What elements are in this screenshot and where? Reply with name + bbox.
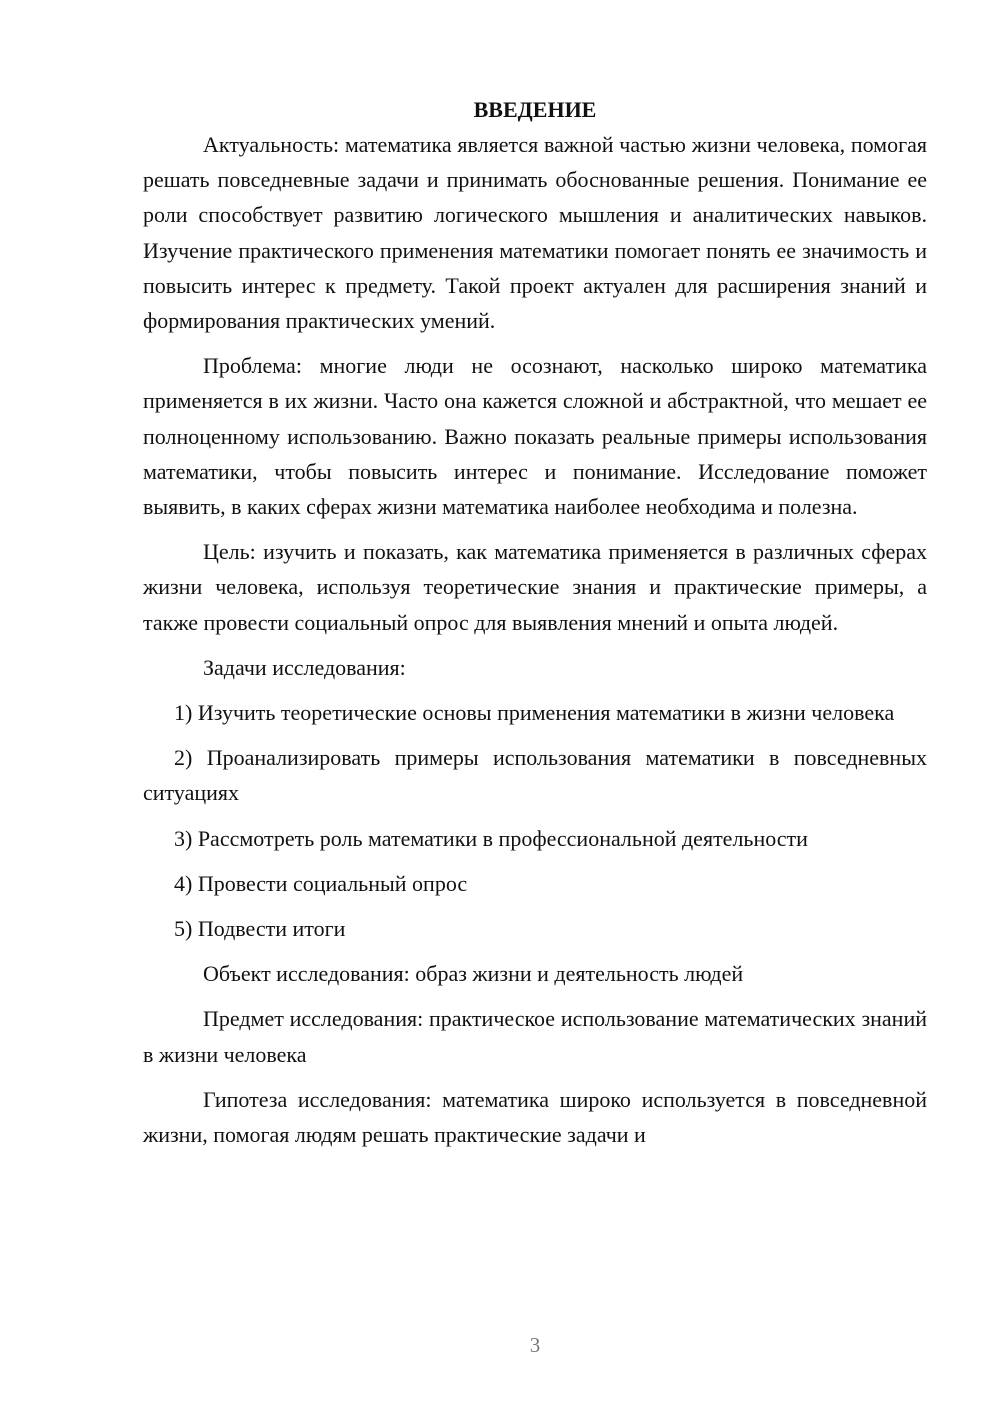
- tasks-heading: Задачи исследования:: [203, 654, 406, 680]
- page-title: ВВЕДЕНИЕ: [473, 97, 597, 122]
- list-item: 5) Подвести итоги: [174, 916, 346, 942]
- goal-paragraph: Цель: изучить и показать, как математика применяется в различных сферах жизни человека, используя теоретические знания и практические примеры, а также провести социальный опрос для выявления мнений и опыта людей.: [143, 539, 927, 635]
- subject-paragraph: Предмет исследования: практическое использование математических знаний в жизни человека: [143, 1006, 927, 1067]
- list-item: 3) Рассмотреть роль математики в профессиональной деятельности: [174, 825, 808, 851]
- list-item: 2) Проанализировать примеры использования математики в повседневных ситуациях: [143, 745, 927, 806]
- list-item: 4) Провести социальный опрос: [174, 870, 468, 896]
- tasks-list: [143, 695, 927, 946]
- object-paragraph: Объект исследования: образ жизни и деятельность людей: [203, 961, 744, 987]
- page-number: 3: [529, 1333, 541, 1357]
- hypothesis-paragraph: Гипотеза исследования: математика широко используется в повседневной жизни, помогая людям решать практические задачи и: [143, 1086, 927, 1148]
- list-item: 1) Изучить теоретические основы применения математики в жизни человека: [174, 700, 895, 726]
- relevance-paragraph: Актуальность: математика является важной частью жизни человека, помогая решать повседневные задачи и принимать обоснованные решения. Понимание ее роли способствует развитию логического мышления и аналитических навыков. Изучение практического применения математики помогает понять ее значимость и повысить интерес к предмету. Такой проект актуален для расширения знаний и формирования практических умений.: [143, 132, 927, 334]
- document-page: [143, 92, 927, 1152]
- problem-paragraph: Проблема: многие люди не осознают, насколько широко математика применяется в их жизни. Часто она кажется сложной и абстрактной, что мешает ее полноценному использованию. Важно показать реальные примеры использования математики, чтобы повысить интерес и понимание. Исследование поможет выявить, в каких сферах жизни математика наиболее необходима и полезна.: [143, 353, 927, 520]
